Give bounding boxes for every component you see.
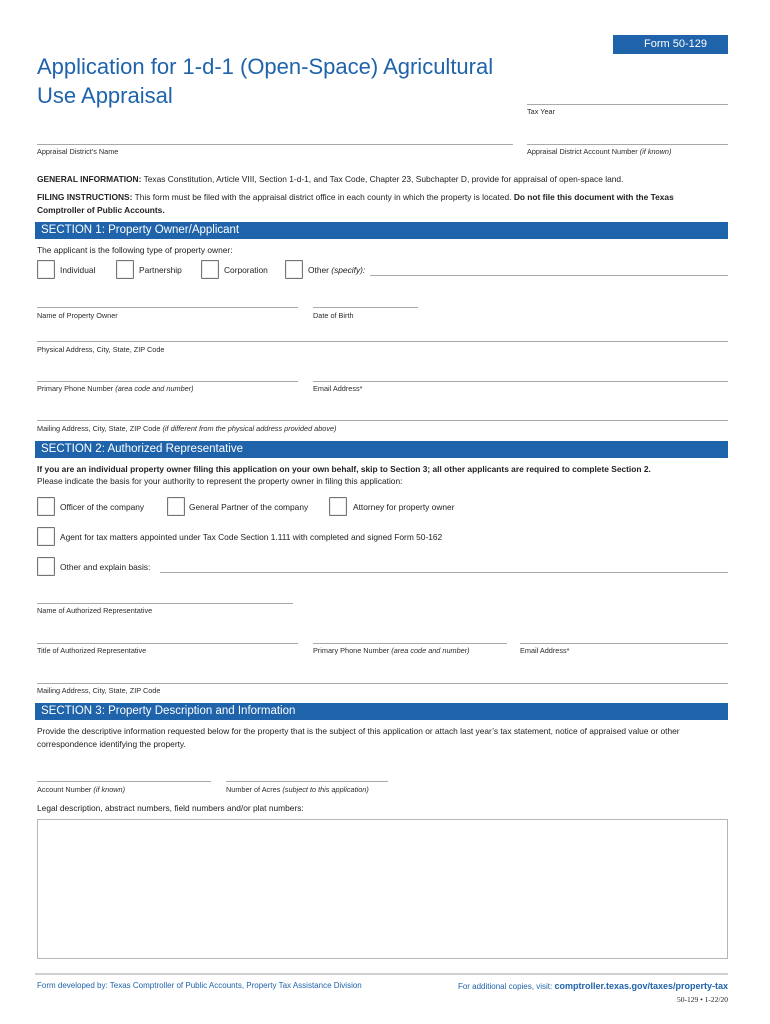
form-revision: 50-129 • 1-22/20 [677,995,728,1004]
owner-type-prompt: The applicant is the following type of property owner: [37,245,233,255]
form-number-badge: Form 50-129 [613,35,728,54]
owner-email-input[interactable] [313,367,728,382]
general-information [37,173,623,185]
authority-basis-prompt: Please indicate the basis for your authority to represent the property owner in filing this application: [37,476,403,486]
section-2-skip-instruction: If you are an individual property owner filing this application on your own behalf, skip to Section 3; all other applicants are required to complete Section 2. [37,464,651,474]
owner-mailing-address-input[interactable] [37,406,728,421]
representative-phone-label [313,646,470,656]
form-title-line-1: Application for 1-d-1 (Open-Space) Agricultural [37,54,494,79]
footer-copies [458,979,728,994]
property-owner-name-input[interactable] [37,293,298,308]
owner-mailing-address-label-text: Mailing Address, City, State, ZIP Code [37,424,161,433]
appraisal-district-account-input[interactable] [527,130,728,145]
account-number-label-note: (if known) [93,785,126,794]
owner-email-label: Email Address* [313,384,363,393]
appraisal-district-name-label: Appraisal District’s Name [37,147,119,156]
general-partner-checkbox[interactable] [167,497,185,516]
partnership-label: Partnership [139,265,182,275]
owner-phone-label-note: (area code and number) [115,384,194,393]
other-basis-input[interactable] [160,558,728,573]
number-of-acres-label-text: Number of Acres [226,785,281,794]
owner-mailing-address-label-note: (if different from the physical address provided above) [162,424,337,433]
filing-instructions-warning-2: Comptroller of Public Accounts. [37,205,165,215]
representative-title-input[interactable] [37,629,298,644]
owner-phone-label [37,384,194,394]
footer-copies-prefix: For additional copies, visit: [457,982,553,991]
other-basis-label: Other and explain basis: [60,562,151,572]
officer-checkbox[interactable] [37,497,55,516]
tax-year-input[interactable] [527,90,728,105]
filing-instructions-heading: FILING INSTRUCTIONS: [37,192,133,202]
representative-email-input[interactable] [520,629,728,644]
date-of-birth-input[interactable] [313,293,418,308]
number-of-acres-input[interactable] [226,767,388,782]
tax-agent-label: Agent for tax matters appointed under Tax Code Section 1.111 with completed and signed Form 50-162 [60,532,443,542]
appraisal-district-account-label-note: (if known) [639,147,672,156]
legal-description-textarea[interactable] [37,819,728,959]
physical-address-input[interactable] [37,327,728,342]
physical-address-label: Physical Address, City, State, ZIP Code [37,345,165,354]
owner-phone-label-text: Primary Phone Number [37,384,114,393]
number-of-acres-label [226,785,369,795]
account-number-label-text: Account Number [37,785,92,794]
account-number-label [37,785,125,795]
general-information-heading: GENERAL INFORMATION: [37,174,142,184]
other-basis-checkbox[interactable] [37,557,55,576]
form-title-line-2: Use Appraisal [37,83,173,108]
form-title [37,52,493,110]
filing-instructions-warning-1: Do not file this document with the Texas [513,192,674,202]
tax-year-label: Tax Year [527,107,555,116]
date-of-birth-label: Date of Birth [313,311,354,320]
partnership-checkbox[interactable] [116,260,134,279]
footer-divider [35,973,728,975]
representative-name-label: Name of Authorized Representative [37,606,153,615]
other-owner-type-label-text: Other [308,265,329,275]
officer-label: Officer of the company [60,502,145,512]
property-instructions-line-2: correspondence identifying the property. [37,739,186,749]
section-1-header: SECTION 1: Property Owner/Applicant [35,222,728,239]
legal-description-label: Legal description, abstract numbers, field numbers and/or plat numbers: [37,803,304,813]
individual-checkbox[interactable] [37,260,55,279]
filing-instructions-line-1 [37,191,674,203]
appraisal-district-account-label-text: Appraisal District Account Number [527,147,638,156]
representative-phone-label-text: Primary Phone Number [313,646,390,655]
account-number-input[interactable] [37,767,211,782]
other-owner-type-label-note: (specify): [331,265,366,275]
comptroller-website-link[interactable]: comptroller.texas.gov/taxes/property-tax [554,981,728,991]
property-instructions-line-1: Provide the descriptive information requested below for the property that is the subject of this application or attach last year’s tax statement, notice of appraised value or other [37,726,680,736]
footer-developed-by: Form developed by: Texas Comptroller of Public Accounts, Property Tax Assistance Division [37,981,362,990]
property-owner-name-label: Name of Property Owner [37,311,118,320]
appraisal-district-name-input[interactable] [37,130,513,145]
filing-instructions-text: This form must be filed with the appraisal district office in each county in which the property is located. [134,192,512,202]
general-partner-label: General Partner of the company [189,502,309,512]
representative-title-label: Title of Authorized Representative [37,646,147,655]
representative-mailing-address-label: Mailing Address, City, State, ZIP Code [37,686,161,695]
tax-agent-checkbox[interactable] [37,527,55,546]
individual-label: Individual [60,265,96,275]
other-owner-type-label [308,264,365,276]
number-of-acres-label-note: (subject to this application) [282,785,369,794]
general-information-text: Texas Constitution, Article VIII, Section 1-d-1, and Tax Code, Chapter 23, Subchapter D, provide for appraisal of open-space land. [143,174,624,184]
owner-phone-input[interactable] [37,367,298,382]
other-owner-type-checkbox[interactable] [285,260,303,279]
other-owner-type-input[interactable] [370,261,728,276]
attorney-checkbox[interactable] [329,497,347,516]
attorney-label: Attorney for property owner [353,502,455,512]
owner-mailing-address-label [37,424,336,434]
representative-email-label: Email Address* [520,646,570,655]
section-3-header: SECTION 3: Property Description and Information [35,703,728,720]
corporation-label: Corporation [224,265,268,275]
representative-phone-input[interactable] [313,629,507,644]
corporation-checkbox[interactable] [201,260,219,279]
representative-name-input[interactable] [37,589,293,604]
representative-mailing-address-input[interactable] [37,669,728,684]
representative-phone-label-note: (area code and number) [391,646,470,655]
appraisal-district-account-label [527,147,671,157]
section-2-header: SECTION 2: Authorized Representative [35,441,728,458]
